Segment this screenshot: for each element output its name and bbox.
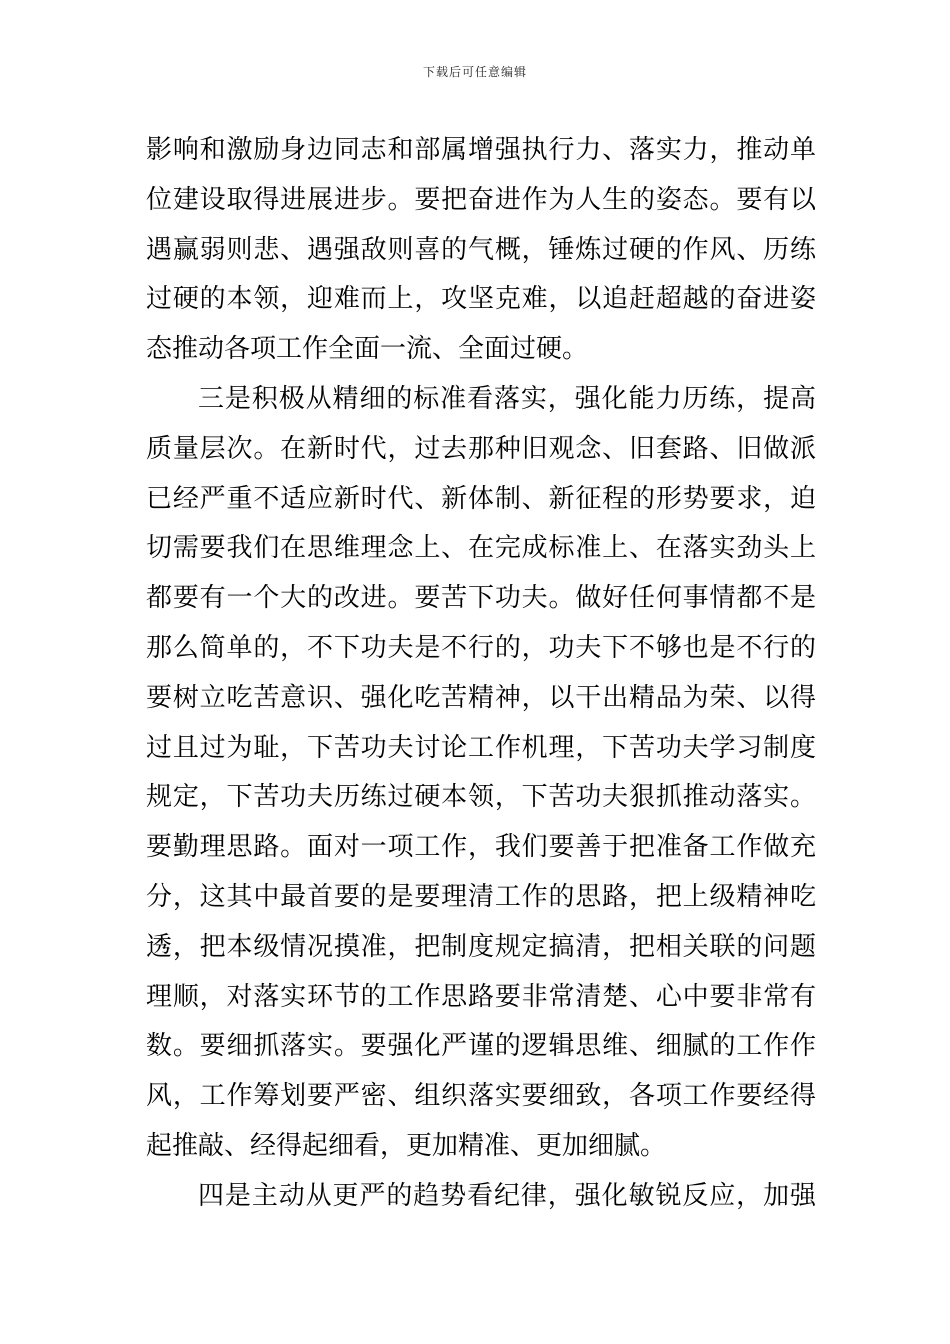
- text-line: 透，把本级情况摸准，把制度规定搞清，把相关联的问题: [146, 931, 816, 962]
- text-line: 要树立吃苦意识、强化吃苦精神，以干出精品为荣、以得: [146, 682, 816, 713]
- document-body: [146, 126, 816, 1222]
- text-line: 起推敲、经得起细看，更加精准、更加细腻。: [146, 1130, 667, 1161]
- text-line: 过且过为耻，下苦功夫讨论工作机理，下苦功夫学习制度: [146, 732, 816, 763]
- text-line: 位建设取得进展进步。要把奋进作为人生的姿态。要有以: [146, 184, 816, 215]
- text-line: 要勤理思路。面对一项工作，我们要善于把准备工作做充: [146, 832, 816, 863]
- paragraph-start-line: 四是主动从更严的趋势看纪律，强化敏锐反应，加强: [198, 1180, 816, 1211]
- page-header: 下载后可任意编辑: [422, 65, 527, 79]
- text-line: 切需要我们在思维理念上、在完成标准上、在落实劲头上: [146, 533, 816, 564]
- text-line: 质量层次。在新时代，过去那种旧观念、旧套路、旧做派: [146, 433, 816, 464]
- text-line: 过硬的本领，迎难而上，攻坚克难，以追赶超越的奋进姿: [146, 284, 816, 315]
- paragraph-start-line: 三是积极从精细的标准看落实，强化能力历练，提高: [198, 383, 816, 414]
- text-line: 理顺，对落实环节的工作思路要非常清楚、心中要非常有: [146, 981, 816, 1012]
- text-line: 已经严重不适应新时代、新体制、新征程的形势要求，迫: [146, 483, 816, 514]
- text-line: 数。要细抓落实。要强化严谨的逻辑思维、细腻的工作作: [146, 1031, 816, 1062]
- text-line: 规定，下苦功夫历练过硬本领，下苦功夫狠抓推动落实。: [146, 782, 816, 813]
- text-line: 分，这其中最首要的是要理清工作的思路，把上级精神吃: [146, 881, 816, 912]
- text-line: 风，工作筹划要严密、组织落实要细致，各项工作要经得: [146, 1081, 816, 1112]
- text-line: 都要有一个大的改进。要苦下功夫。做好任何事情都不是: [146, 583, 816, 614]
- text-line: 影响和激励身边同志和部属增强执行力、落实力，推动单: [146, 135, 816, 165]
- text-line: 那么简单的，不下功夫是不行的，功夫下不够也是不行的: [146, 632, 816, 663]
- text-line: 遇赢弱则悲、遇强敌则喜的气概，锤炼过硬的作风、历练: [146, 234, 816, 265]
- text-line: 态推动各项工作全面一流、全面过硬。: [146, 334, 589, 365]
